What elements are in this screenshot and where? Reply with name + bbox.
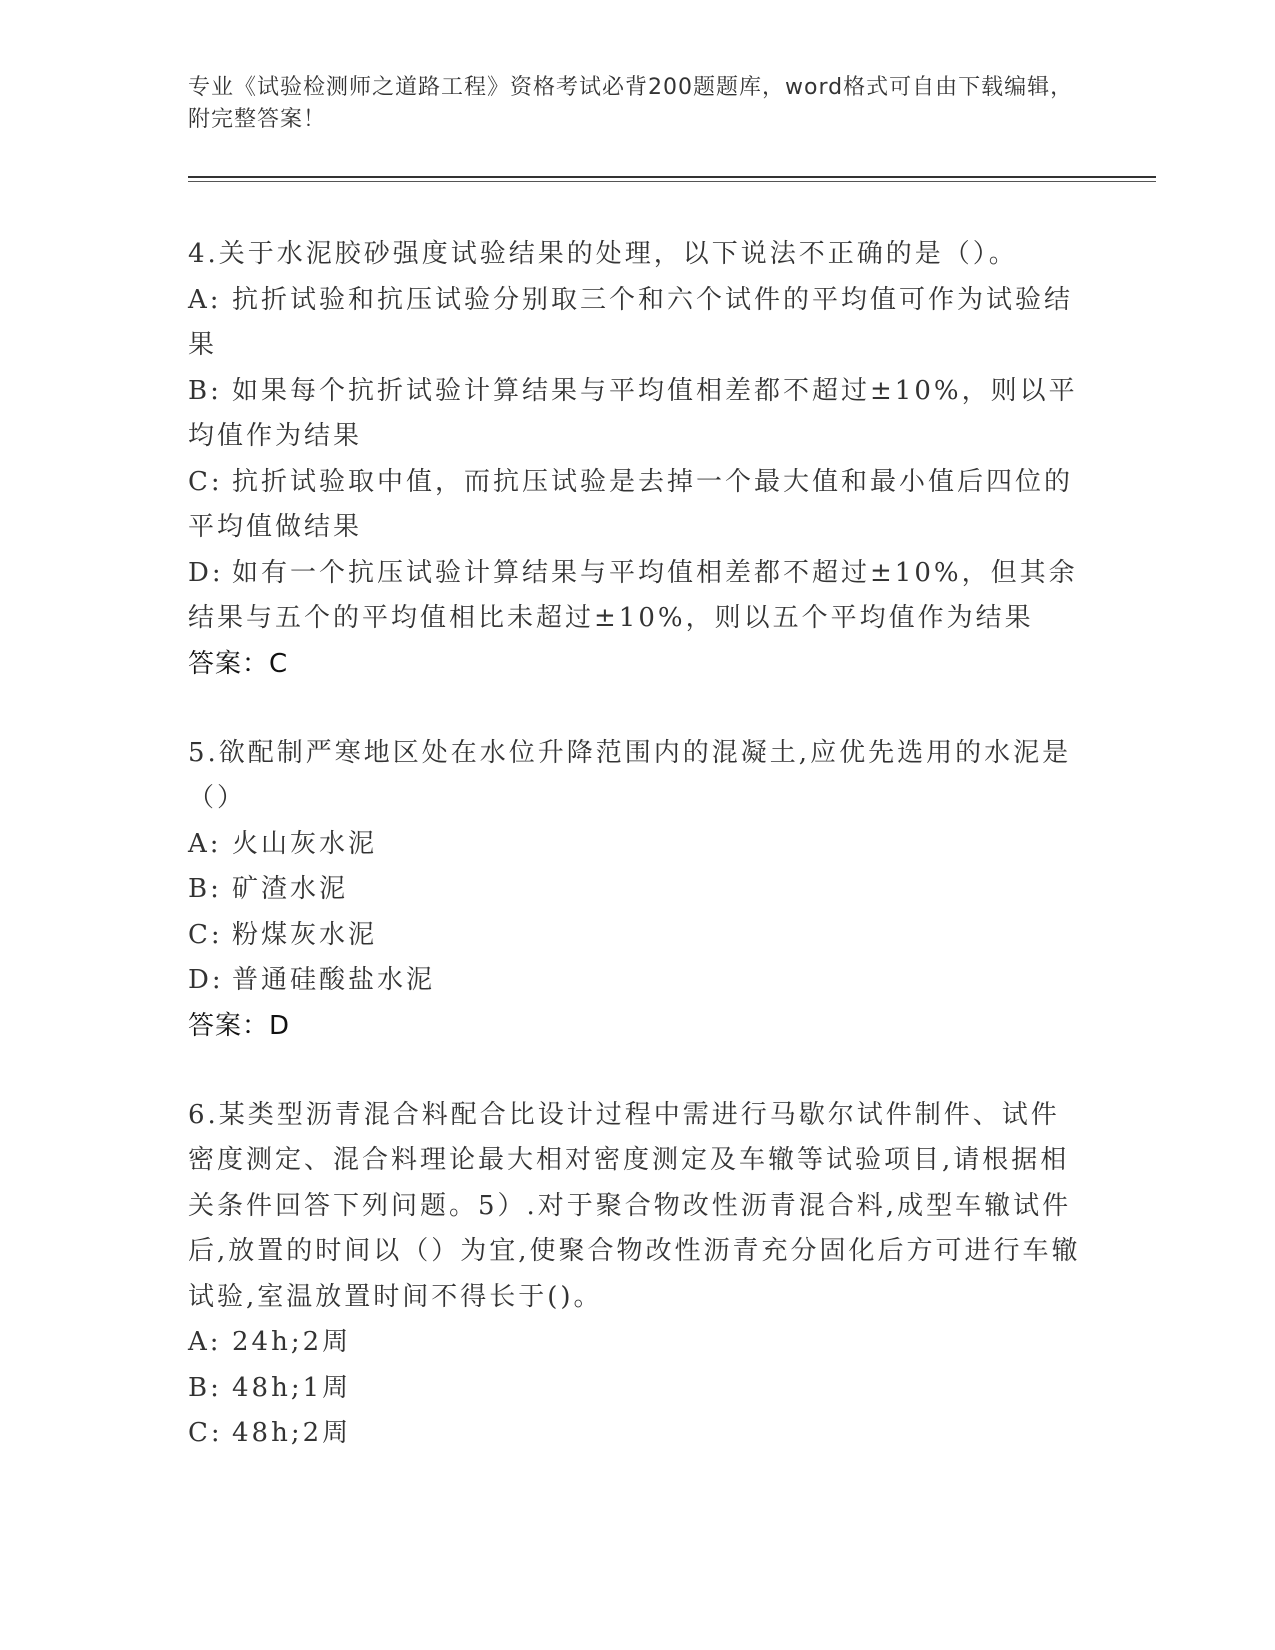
option-label: B: — [188, 1372, 222, 1403]
option-label: B: — [188, 874, 222, 904]
option-text: 48h;1周 — [232, 1372, 352, 1403]
option-a — [188, 1320, 1088, 1366]
option-text: 火山灰水泥 — [232, 828, 378, 859]
option-b — [188, 369, 1088, 460]
option-a — [188, 278, 1088, 369]
option-c — [188, 913, 1088, 959]
option-label: C: — [188, 466, 223, 497]
option-text: 普通硅酸盐水泥 — [232, 965, 436, 995]
answer-text: 答案：C — [188, 648, 289, 679]
option-c — [188, 1411, 1088, 1457]
option-label: B: — [188, 375, 222, 406]
option-text: 抗折试验取中值，而抗压试验是去掉一个最大值和最小值后四位的平均值做结果 — [188, 466, 1074, 542]
header-divider-thin — [188, 181, 1156, 182]
question-item — [188, 232, 1088, 687]
option-d — [188, 551, 1088, 642]
answer-text: 答案：D — [188, 1010, 291, 1041]
option-label: C: — [188, 919, 223, 950]
question-item — [188, 731, 1088, 1049]
question-list — [188, 232, 1088, 1501]
option-a — [188, 822, 1088, 868]
option-text: 如有一个抗压试验计算结果与平均值相差都不超过±10%，但其余结果与五个的平均值相比未超过±10%，则以五个平均值作为结果 — [188, 557, 1078, 633]
question-item — [188, 1093, 1088, 1457]
option-c — [188, 460, 1088, 551]
document-header: 专业《试验检测师之道路工程》资格考试必背200题题库，word格式可自由下载编辑，附完整答案！ — [188, 75, 1074, 132]
header-divider-thick — [188, 176, 1156, 178]
option-label: A: — [188, 828, 222, 859]
option-label: A: — [188, 284, 222, 315]
option-label: D: — [188, 965, 224, 995]
option-label: A: — [188, 1327, 222, 1357]
option-text: 抗折试验和抗压试验分别取三个和六个试件的平均值可作为试验结果 — [188, 284, 1074, 360]
option-b — [188, 1366, 1088, 1412]
option-b — [188, 867, 1088, 913]
question-stem: 6.某类型沥青混合料配合比设计过程中需进行马歇尔试件制件、试件密度测定、混合料理论最大相对密度测定及车辙等试验项目,请根据相关条件回答下列问题。5）.对于聚合物改性沥青混合料,成型车辙试件后,放置的时间以（）为宜,使聚合物改性沥青充分固化后方可进行车辙试验,室温放置时间不得长于()。 — [188, 1099, 1081, 1312]
option-label: C: — [188, 1418, 223, 1448]
question-stem: 5.欲配制严寒地区处在水位升降范围内的混凝土,应优先选用的水泥是（） — [188, 737, 1072, 813]
option-text: 48h;2周 — [232, 1418, 352, 1448]
option-d — [188, 958, 1088, 1004]
option-text: 矿渣水泥 — [232, 874, 349, 904]
option-text: 粉煤灰水泥 — [232, 919, 378, 950]
option-text: 如果每个抗折试验计算结果与平均值相差都不超过±10%，则以平均值作为结果 — [188, 375, 1078, 451]
question-stem: 4.关于水泥胶砂强度试验结果的处理，以下说法不正确的是（）。 — [188, 239, 1018, 269]
option-text: 24h;2周 — [232, 1327, 352, 1357]
option-label: D: — [188, 557, 224, 588]
